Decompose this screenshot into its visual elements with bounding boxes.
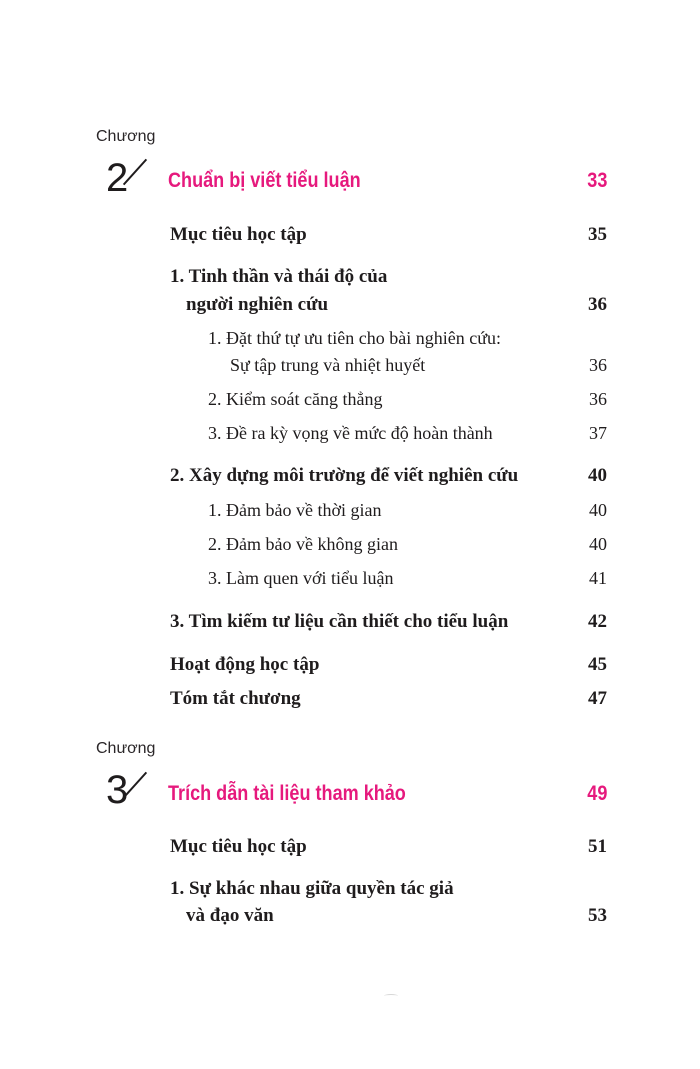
chapter-2-label: Chương bbox=[96, 128, 156, 145]
toc-entry-title-continued[interactable]: người nghiên cứu bbox=[186, 294, 329, 315]
footer-decoration bbox=[384, 994, 398, 998]
toc-entry-title[interactable]: 1. Tinh thần và thái độ của bbox=[170, 266, 388, 287]
toc-entry-page: 53 bbox=[588, 905, 607, 926]
chapter-3-title[interactable]: Trích dẫn tài liệu tham khảo bbox=[168, 782, 406, 805]
toc-subentry-page: 40 bbox=[589, 534, 607, 554]
toc-subentry-page: 37 bbox=[589, 423, 607, 443]
toc-entry-page: 45 bbox=[588, 654, 607, 675]
toc-entry-page: 42 bbox=[588, 611, 607, 632]
toc-entry-title[interactable]: Tóm tắt chương bbox=[170, 688, 301, 709]
toc-subentry-page: 40 bbox=[589, 500, 607, 520]
chapter-3-label: Chương bbox=[96, 740, 156, 757]
toc-entry-title-continued[interactable]: và đạo văn bbox=[186, 905, 274, 926]
toc-subentry-title[interactable]: 2. Đảm bảo về không gian bbox=[208, 534, 398, 554]
toc-entry-page: 35 bbox=[588, 224, 607, 245]
chapter-3-page: 49 bbox=[586, 782, 607, 805]
chapter-2-number: 2 bbox=[106, 156, 129, 200]
toc-subentry-page: 36 bbox=[589, 389, 607, 409]
toc-entry-title[interactable]: 2. Xây dựng môi trường để viết nghiên cứu bbox=[170, 465, 519, 486]
chapter-2-page: 33 bbox=[586, 169, 607, 192]
toc-subentry-title[interactable]: 3. Làm quen với tiểu luận bbox=[208, 568, 394, 588]
toc-subentry-page: 41 bbox=[589, 568, 607, 588]
toc-subentry-title[interactable]: 2. Kiểm soát căng thẳng bbox=[208, 389, 383, 409]
toc-entry-page: 51 bbox=[588, 836, 607, 857]
toc-entry-title[interactable]: Hoạt động học tập bbox=[170, 654, 320, 675]
toc-entry-title[interactable]: Mục tiêu học tập bbox=[170, 224, 307, 245]
toc-entry-page: 36 bbox=[588, 294, 607, 315]
toc-subentry-title-continued[interactable]: Sự tập trung và nhiệt huyết bbox=[230, 355, 426, 375]
toc-entry-title[interactable]: 3. Tìm kiếm tư liệu cần thiết cho tiểu luận bbox=[170, 611, 509, 632]
toc-entry-title[interactable]: 1. Sự khác nhau giữa quyền tác giả bbox=[170, 878, 454, 899]
chapter-2-title[interactable]: Chuẩn bị viết tiểu luận bbox=[168, 169, 361, 192]
chapter-3-number: 3 bbox=[106, 768, 129, 812]
toc-subentry-page: 36 bbox=[589, 355, 607, 375]
toc-entry-page: 47 bbox=[588, 688, 607, 709]
toc-subentry-title[interactable]: 3. Đề ra kỳ vọng về mức độ hoàn thành bbox=[208, 423, 493, 443]
toc-entry-title[interactable]: Mục tiêu học tập bbox=[170, 836, 307, 857]
toc-subentry-title[interactable]: 1. Đặt thứ tự ưu tiên cho bài nghiên cứu: bbox=[208, 328, 501, 348]
toc-entry-page: 40 bbox=[588, 465, 607, 486]
toc-subentry-title[interactable]: 1. Đảm bảo về thời gian bbox=[208, 500, 382, 520]
